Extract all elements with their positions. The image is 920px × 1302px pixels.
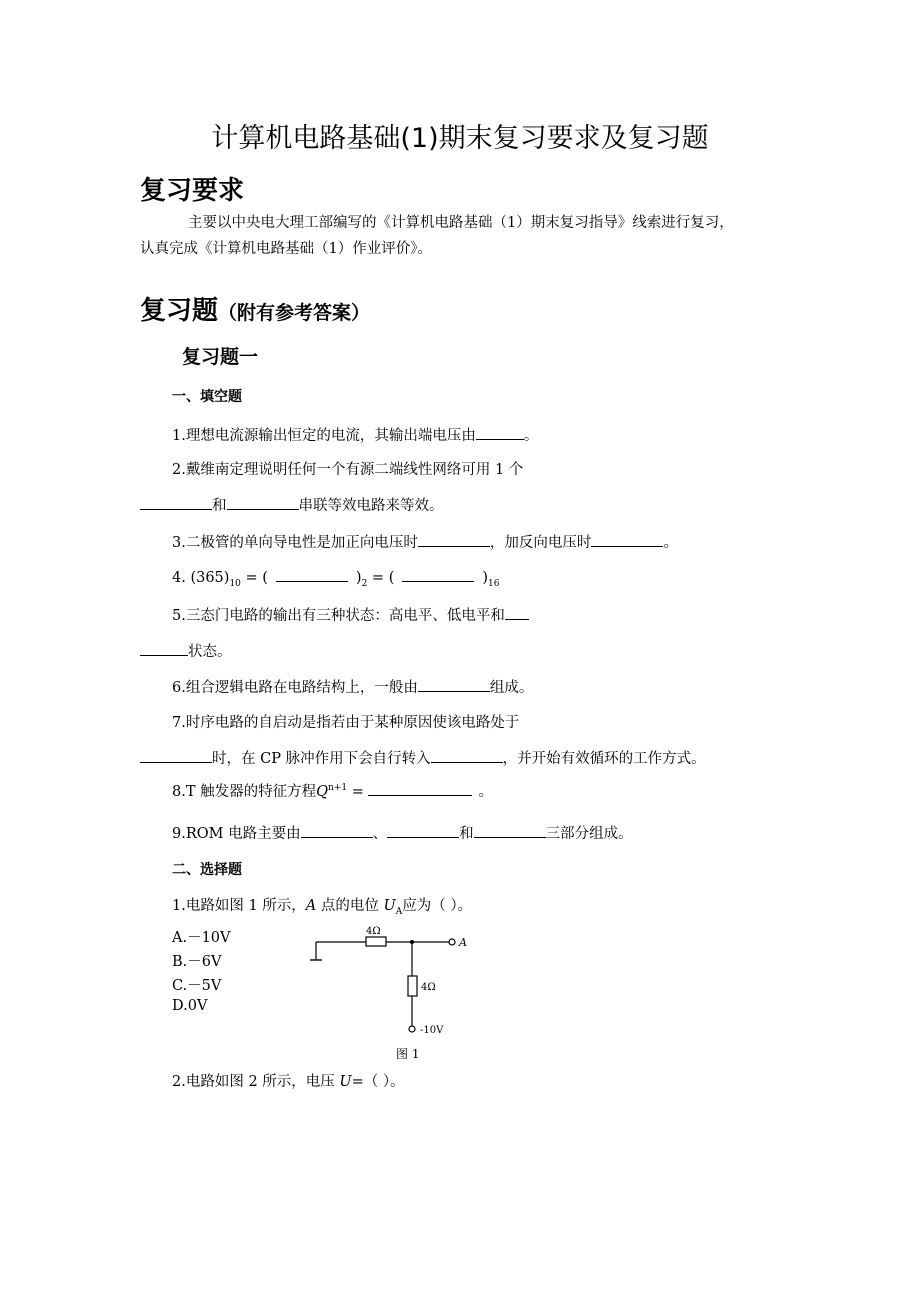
fill-question-2-continued bbox=[140, 494, 444, 515]
fill-q8-text: 8.T 触发器的特征方程 bbox=[172, 784, 317, 800]
fill-question-7: 7.时序电路的自启动是指若由于某种原因使该电路处于 bbox=[172, 715, 520, 731]
requirements-line-1: 主要以中央电大理工部编写的《计算机电路基础（1）期末复习指导》线索进行复习， bbox=[188, 215, 734, 231]
answer-blank[interactable] bbox=[418, 532, 490, 547]
fill-question-2: 2.戴维南定理说明任何一个有源二端线性网络可用 1 个 bbox=[172, 462, 524, 478]
answer-blank[interactable] bbox=[227, 495, 299, 510]
fill-q4-e: ) bbox=[482, 570, 489, 586]
requirements-line-2: 认真完成《计算机电路基础（1）作业评价》。 bbox=[140, 241, 432, 257]
terminal-a bbox=[449, 939, 455, 945]
review-requirements-heading: 复习要求 bbox=[140, 176, 245, 206]
choice-option-d[interactable]: D.0V bbox=[172, 998, 208, 1014]
choice-q1-mid: 点的电位 bbox=[316, 898, 384, 914]
fill-blank-heading: 一、填空题 bbox=[172, 389, 242, 405]
fill-q4-b: = ( bbox=[240, 570, 268, 586]
answer-blank[interactable] bbox=[140, 495, 212, 510]
resistor-r2 bbox=[408, 976, 417, 996]
answer-blank[interactable] bbox=[431, 748, 503, 763]
circuit-figure-1 bbox=[300, 920, 500, 1065]
choice-q2-end: =（ ）。 bbox=[351, 1074, 405, 1090]
answer-blank[interactable] bbox=[418, 677, 490, 692]
document-title: 计算机电路基础(1)期末复习要求及复习题 bbox=[211, 123, 709, 154]
fill-question-6 bbox=[172, 676, 533, 697]
choice-q1-end: 应为（ ）。 bbox=[402, 898, 473, 914]
choice-q2-var: U bbox=[339, 1074, 352, 1090]
fill-question-7-continued bbox=[140, 747, 706, 768]
choice-q1-u: U bbox=[383, 898, 396, 914]
fill-question-1 bbox=[172, 424, 538, 445]
fill-q4-base-10: 10 bbox=[229, 578, 241, 589]
fill-q3-mid: ，加反向电压时 bbox=[489, 535, 592, 551]
fill-q7-end: ，并开始有效循环的工作方式。 bbox=[502, 751, 706, 767]
fill-q3-text: 3.二极管的单向导电性是加正向电压时 bbox=[172, 535, 418, 551]
fill-q8-eq: = bbox=[347, 784, 369, 800]
answer-blank[interactable] bbox=[140, 748, 212, 763]
choice-q1-text: 1.电路如图 1 所示， bbox=[172, 898, 306, 914]
review-questions-heading bbox=[140, 290, 370, 327]
choice-q1-usub: A bbox=[395, 906, 403, 917]
fill-q1-text: 1.理想电流源输出恒定的电流，其输出端电压由 bbox=[172, 428, 476, 444]
review-set-one-heading: 复习题一 bbox=[182, 346, 259, 368]
answer-blank[interactable] bbox=[505, 605, 529, 620]
resistor-r2-label: 4Ω bbox=[421, 982, 436, 993]
fill-q4-d: = ( bbox=[367, 570, 395, 586]
answer-blank[interactable] bbox=[368, 781, 472, 796]
choice-option-b[interactable]: B.－6V bbox=[172, 954, 222, 970]
choice-question-1 bbox=[172, 894, 472, 917]
fill-q6-end: 组成。 bbox=[489, 680, 534, 696]
fill-q4-c: ) bbox=[355, 570, 362, 586]
choice-q2-text: 2.电路如图 2 所示，电压 bbox=[172, 1074, 340, 1090]
fill-q8-sup: n+1 bbox=[328, 783, 348, 794]
fill-q4-base-16: 16 bbox=[488, 578, 500, 589]
fill-q9-end: 三部分组成。 bbox=[545, 826, 633, 842]
choice-q1-var: A bbox=[305, 898, 317, 914]
fill-q9-sep: 、 bbox=[372, 826, 388, 842]
fill-q8-var: Q bbox=[316, 784, 329, 800]
fill-q9-and: 和 bbox=[459, 826, 474, 842]
resistor-r1 bbox=[366, 937, 386, 946]
fill-q4-a: 4. (365) bbox=[172, 570, 230, 586]
answer-blank[interactable] bbox=[591, 532, 663, 547]
review-questions-note: （附有参考答案） bbox=[218, 302, 371, 324]
fill-q5-text: 5.三态门电路的输出有三种状态：高电平、低电平和 bbox=[172, 608, 505, 624]
fill-q8-end: 。 bbox=[478, 784, 493, 800]
terminal-supply bbox=[409, 1026, 415, 1032]
choice-question-2 bbox=[172, 1070, 405, 1091]
fill-q6-text: 6.组合逻辑电路在电路结构上，一般由 bbox=[172, 680, 418, 696]
resistor-r1-label: 4Ω bbox=[366, 926, 381, 937]
fill-question-8 bbox=[172, 780, 493, 801]
choice-option-c[interactable]: C.－5V bbox=[172, 978, 222, 994]
answer-blank[interactable] bbox=[474, 823, 546, 838]
fill-q2-mid: 和 bbox=[212, 498, 227, 514]
fill-q9-text: 9.ROM 电路主要由 bbox=[172, 826, 301, 842]
fill-q3-end: 。 bbox=[663, 535, 678, 551]
fill-question-5 bbox=[172, 604, 529, 625]
terminal-a-label: A bbox=[459, 936, 467, 949]
fill-q7-mid: 时，在 CP 脉冲作用下会自行转入 bbox=[212, 751, 431, 767]
choice-option-a[interactable]: A.－10V bbox=[172, 930, 231, 946]
answer-blank[interactable] bbox=[387, 823, 459, 838]
review-questions-title: 复习题 bbox=[140, 296, 219, 326]
answer-blank[interactable] bbox=[301, 823, 373, 838]
answer-blank[interactable] bbox=[140, 641, 188, 656]
fill-question-3 bbox=[172, 531, 678, 552]
figure-caption: 图 1 bbox=[396, 1047, 420, 1061]
fill-question-5-continued bbox=[140, 640, 232, 661]
fill-q4-base-2: 2 bbox=[361, 578, 368, 589]
answer-blank[interactable] bbox=[476, 425, 524, 440]
answer-blank[interactable] bbox=[276, 567, 348, 582]
answer-blank[interactable] bbox=[402, 567, 474, 582]
fill-q1-end: 。 bbox=[523, 428, 539, 444]
fill-question-9 bbox=[172, 822, 633, 843]
fill-question-4 bbox=[172, 567, 499, 589]
fill-q5-end: 状态。 bbox=[188, 644, 232, 660]
fill-q2-end: 串联等效电路来等效。 bbox=[298, 498, 444, 514]
choice-heading: 二、选择题 bbox=[172, 862, 242, 878]
supply-label: -10V bbox=[420, 1025, 444, 1036]
